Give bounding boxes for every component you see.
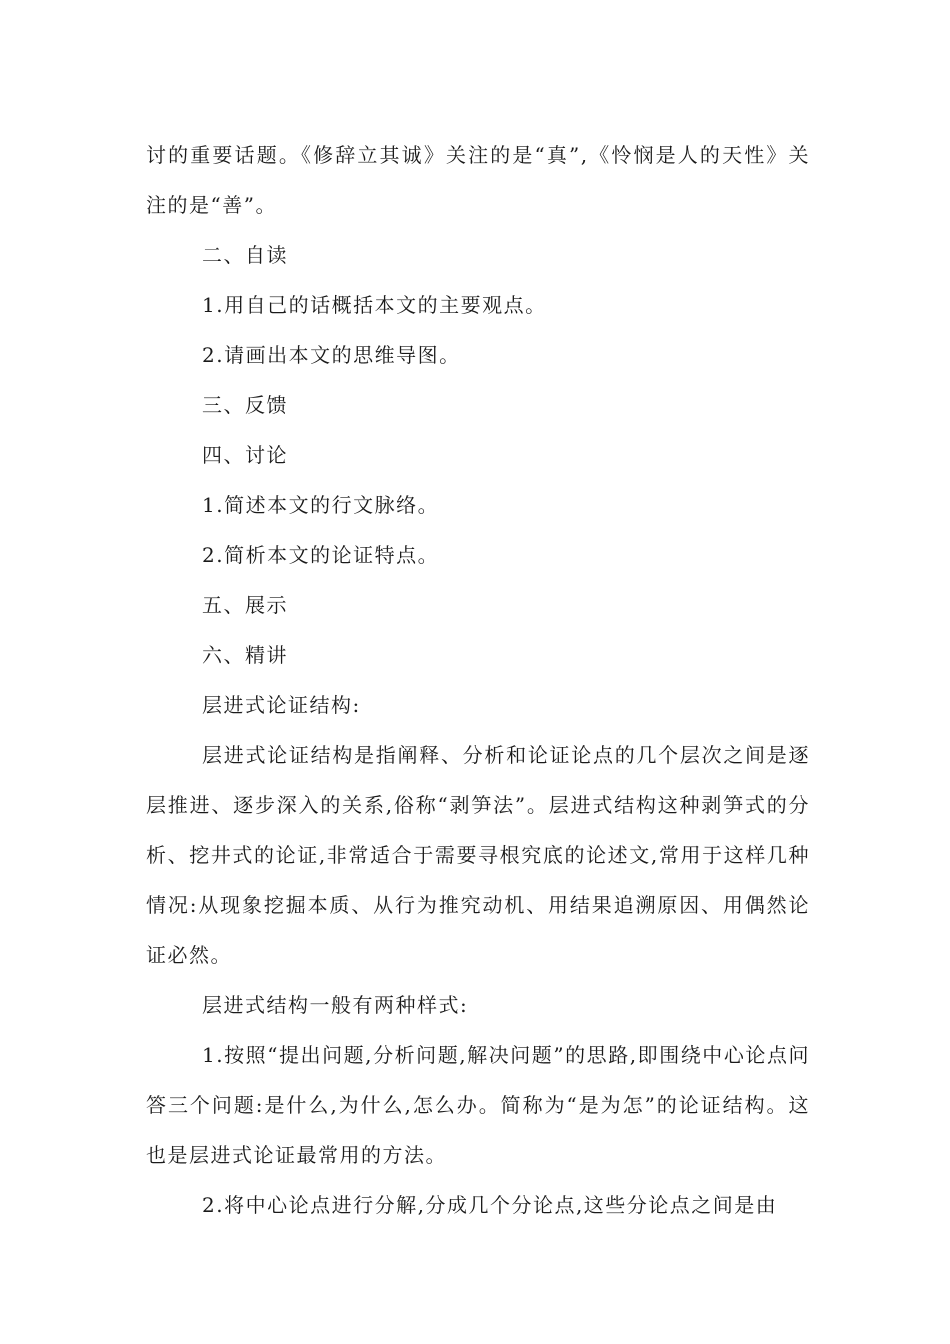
heading-self-reading: 二、自读 bbox=[202, 243, 288, 267]
heading-lecture: 六、精讲 bbox=[202, 643, 288, 667]
paragraph-progressive-definition: 层进式论证结构是指阐释、分析和论证论点的几个层次之间是逐层推进、逐步深入的关系,俗称“剥笋法”。层进式结构这种剥笋式的分析、挖井式的论证,非常适合于需要寻根究底的论述文,常用于这样几种情况:从现象挖掘本质、从行为推究动机、用结果追溯原因、用偶然论证必然。 bbox=[146, 743, 810, 967]
paragraph-two-styles: 层进式结构一般有两种样式: bbox=[202, 993, 469, 1017]
heading-discussion: 四、讨论 bbox=[202, 443, 288, 467]
heading-presentation: 五、展示 bbox=[202, 593, 288, 617]
list-item-self-reading-2: 2.请画出本文的思维导图。 bbox=[202, 343, 461, 367]
list-item-discussion-2: 2.简析本文的论证特点。 bbox=[202, 543, 440, 567]
paragraph-continuation: 讨的重要话题。《修辞立其诚》关注的是“真”,《怜悯是人的天性》关注的是“善”。 bbox=[146, 143, 810, 217]
heading-feedback: 三、反馈 bbox=[202, 393, 288, 417]
list-item-style-1: 1.按照“提出问题,分析问题,解决问题”的思路,即围绕中心论点问答三个问题:是什么,为什么,怎么办。简称为“是为怎”的论证结构。这也是层进式论证最常用的方法。 bbox=[146, 1043, 810, 1167]
subheading-progressive-structure: 层进式论证结构: bbox=[202, 693, 361, 717]
list-item-self-reading-1: 1.用自己的话概括本文的主要观点。 bbox=[202, 293, 547, 317]
document-body bbox=[146, 130, 810, 1230]
list-item-style-2: 2.将中心论点进行分解,分成几个分论点,这些分论点之间是由 bbox=[202, 1193, 778, 1217]
list-item-discussion-1: 1.简述本文的行文脉络。 bbox=[202, 493, 440, 517]
